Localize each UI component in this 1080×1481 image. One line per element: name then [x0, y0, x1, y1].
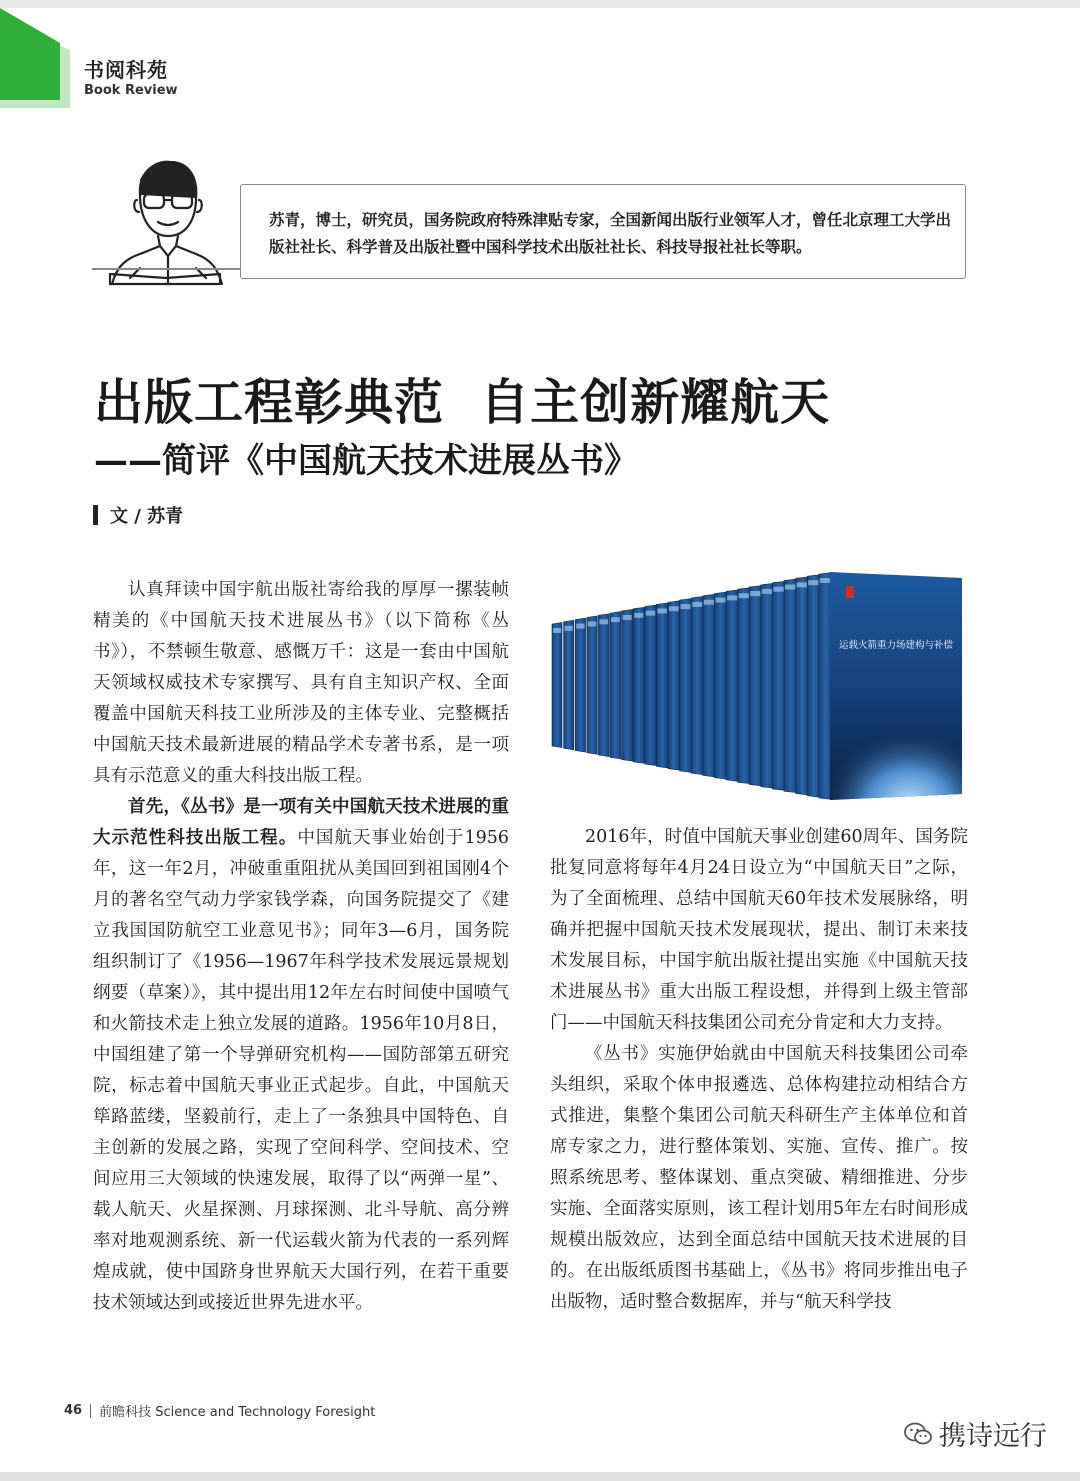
book-spine — [645, 605, 656, 765]
section-subtitle: Book Review — [84, 83, 178, 98]
bold-lead: 首先，《丛书》是一项有关中国航天技术进展的重大示范性科技出版工程。 — [93, 797, 509, 848]
book-spine-band — [785, 585, 796, 590]
book-spine-band — [576, 624, 584, 629]
left-column — [93, 575, 509, 1319]
byline-text: 文 / 苏青 — [110, 506, 184, 527]
article-title: 出版工程彰典范 自主创新耀航天 — [94, 374, 831, 431]
magazine-name: 前瞻科技 Science and Technology Foresight — [99, 1405, 376, 1420]
book-spine — [691, 596, 703, 774]
book-series-image — [548, 568, 968, 804]
book-spine — [726, 590, 739, 782]
book-spine-band — [692, 602, 702, 607]
byline — [93, 504, 183, 526]
book-spine — [680, 599, 692, 773]
book-cover-title: 运载火箭重力场建构与补偿 — [838, 640, 954, 651]
paragraph: 2016年，时值中国航天事业创建60周年、国务院批复同意将每年4月24日设立为“中国航天日”之际，为了全面梳理、总结中国航天60年技术发展脉络，明确并把握中国航天技术发展现状，提出、制订未来技术发展目标，中国宇航出版社提出实施《中国航天技术进展丛书》重大出版工程设想，并得到上级主管部门——中国航天科技集团公司充分肯定和大力支持。 — [550, 827, 968, 1033]
book-spine-band — [565, 626, 573, 631]
book-spine — [749, 586, 762, 786]
bottom-strip — [0, 1472, 1080, 1481]
book-spine — [610, 612, 621, 759]
book-spine-band — [762, 589, 773, 594]
paragraph: 《丛书》实施伊始就由中国航天科技集团公司牵头组织，采取个体申报遴选、总体构建拉动相结合方式推进，集整个集团公司航天科研生产主体单位和首席专家之力，进行整体策划、实施、宣传、推广。按照系统思考、整体谋划、重点突破、精细推进、分步实施、全面落实原则，该工程计划用5年左右时间形成规模出版效应，达到全面总结中国航天技术进展的目的。在出版纸质图书基础上，《丛书》将同步推出电子出版物，适时整合数据库，并与“航天科学技 — [550, 1044, 968, 1312]
watermark — [903, 1414, 1047, 1453]
book-spine-band — [646, 611, 655, 616]
author-bio-text: 苏青，博士，研究员，国务院政府特殊津贴专家，全国新闻出版行业领军人才，曾任北京理工大学出版社社长、科学普及出版社暨中国科学技术出版社社长、科技导报社社长等职。 — [269, 211, 952, 256]
book-spine-band — [553, 628, 561, 633]
book-spine-band — [623, 615, 632, 620]
book-spine-band — [681, 604, 691, 609]
book-spine — [633, 607, 644, 763]
book-spine-band — [704, 600, 714, 605]
book-spine — [587, 616, 598, 754]
book-spine — [738, 588, 751, 784]
book-spine-band — [727, 595, 738, 600]
book-spine-band — [588, 621, 597, 626]
byline-bar — [93, 505, 98, 525]
book-spine — [552, 623, 562, 748]
book-spine — [714, 592, 726, 779]
book-spine — [703, 594, 715, 777]
book-spine-band — [808, 580, 820, 585]
book-spine-band — [634, 613, 643, 618]
front-book-cover — [830, 572, 962, 800]
book-spine-band — [797, 582, 809, 587]
footer-separator — [90, 1404, 91, 1418]
page-footer — [64, 1401, 375, 1420]
book-spines — [552, 573, 833, 800]
book-spine-band — [739, 593, 750, 598]
book-spine-band — [669, 606, 679, 611]
book-spine — [761, 583, 774, 788]
article-subtitle: ——简评《中国航天技术进展丛书》 — [94, 441, 638, 481]
book-spine — [575, 618, 585, 752]
author-bio-box — [240, 184, 966, 279]
book-spine — [668, 601, 680, 770]
watermark-text: 携诗远行 — [939, 1421, 1047, 1452]
paragraph: 认真拜读中国宇航出版社寄给我的厚厚一摞装帧精美的《中国航天技术进展丛书》（以下简称《丛书》），不禁顿生敬意、感慨万千：这是一套由中国航天领域权威技术专家撰写、具有自主知识产权、全面覆盖中国航天科技工业所涉及的主体专业、完整概括中国航天技术最新进展的精品学术专著书系，是一项具有示范意义的重大科技出版工程。 — [93, 580, 509, 786]
section-title: 书阅科苑 — [84, 58, 168, 82]
top-strip — [0, 0, 1080, 8]
book-spine-band — [611, 617, 620, 622]
book-spine — [622, 609, 633, 761]
book-spine-band — [599, 619, 608, 624]
bio-connector-line — [92, 268, 240, 270]
paragraph-rest: 中国航天事业始创于1956年，这一年2月，冲破重重阻扰从美国回到祖国刚4个月的著名空气动力学家钱学森，向国务院提交了《建立我国国防航空工业意见书》；同年3—6月，国务院组织制订了《1956—1967年科学技术发展远景规划纲要（草案）》，其中提出用12年左右时间使中国喷气和火箭技术走上独立发展的道路。1956年10月8日，中国组建了第一个导弹研究机构——国防部第五研究院，标志着中国航天事业正式起步。自此，中国航天筚路蓝缕，坚毅前行，走上了一条独具中国特色、自主创新的发展之路，实现了空间科学、空间技术、空间应用三大领域的快速发展，取得了以“两弹一星”、载人航天、火星探测、月球探测、北斗导航、高分辨率对地观测系统、新一代运载火箭为代表的一系列辉煌成就，使中国跻身世界航天大国行列，在若干重要技术领域达到或接近世界先进水平。 — [93, 828, 510, 1313]
book-spine — [656, 603, 668, 768]
book-spine — [564, 620, 574, 749]
paragraph — [93, 792, 509, 1319]
book-spine-band — [715, 598, 725, 603]
book-spine-band — [657, 608, 667, 613]
wechat-icon — [903, 1421, 933, 1447]
right-column — [550, 822, 968, 1318]
section-corner-decoration — [0, 8, 80, 108]
book-spine-band — [750, 591, 761, 596]
book-spine-band — [773, 587, 784, 592]
page-number: 46 — [64, 1403, 83, 1418]
book-spine — [598, 614, 609, 757]
